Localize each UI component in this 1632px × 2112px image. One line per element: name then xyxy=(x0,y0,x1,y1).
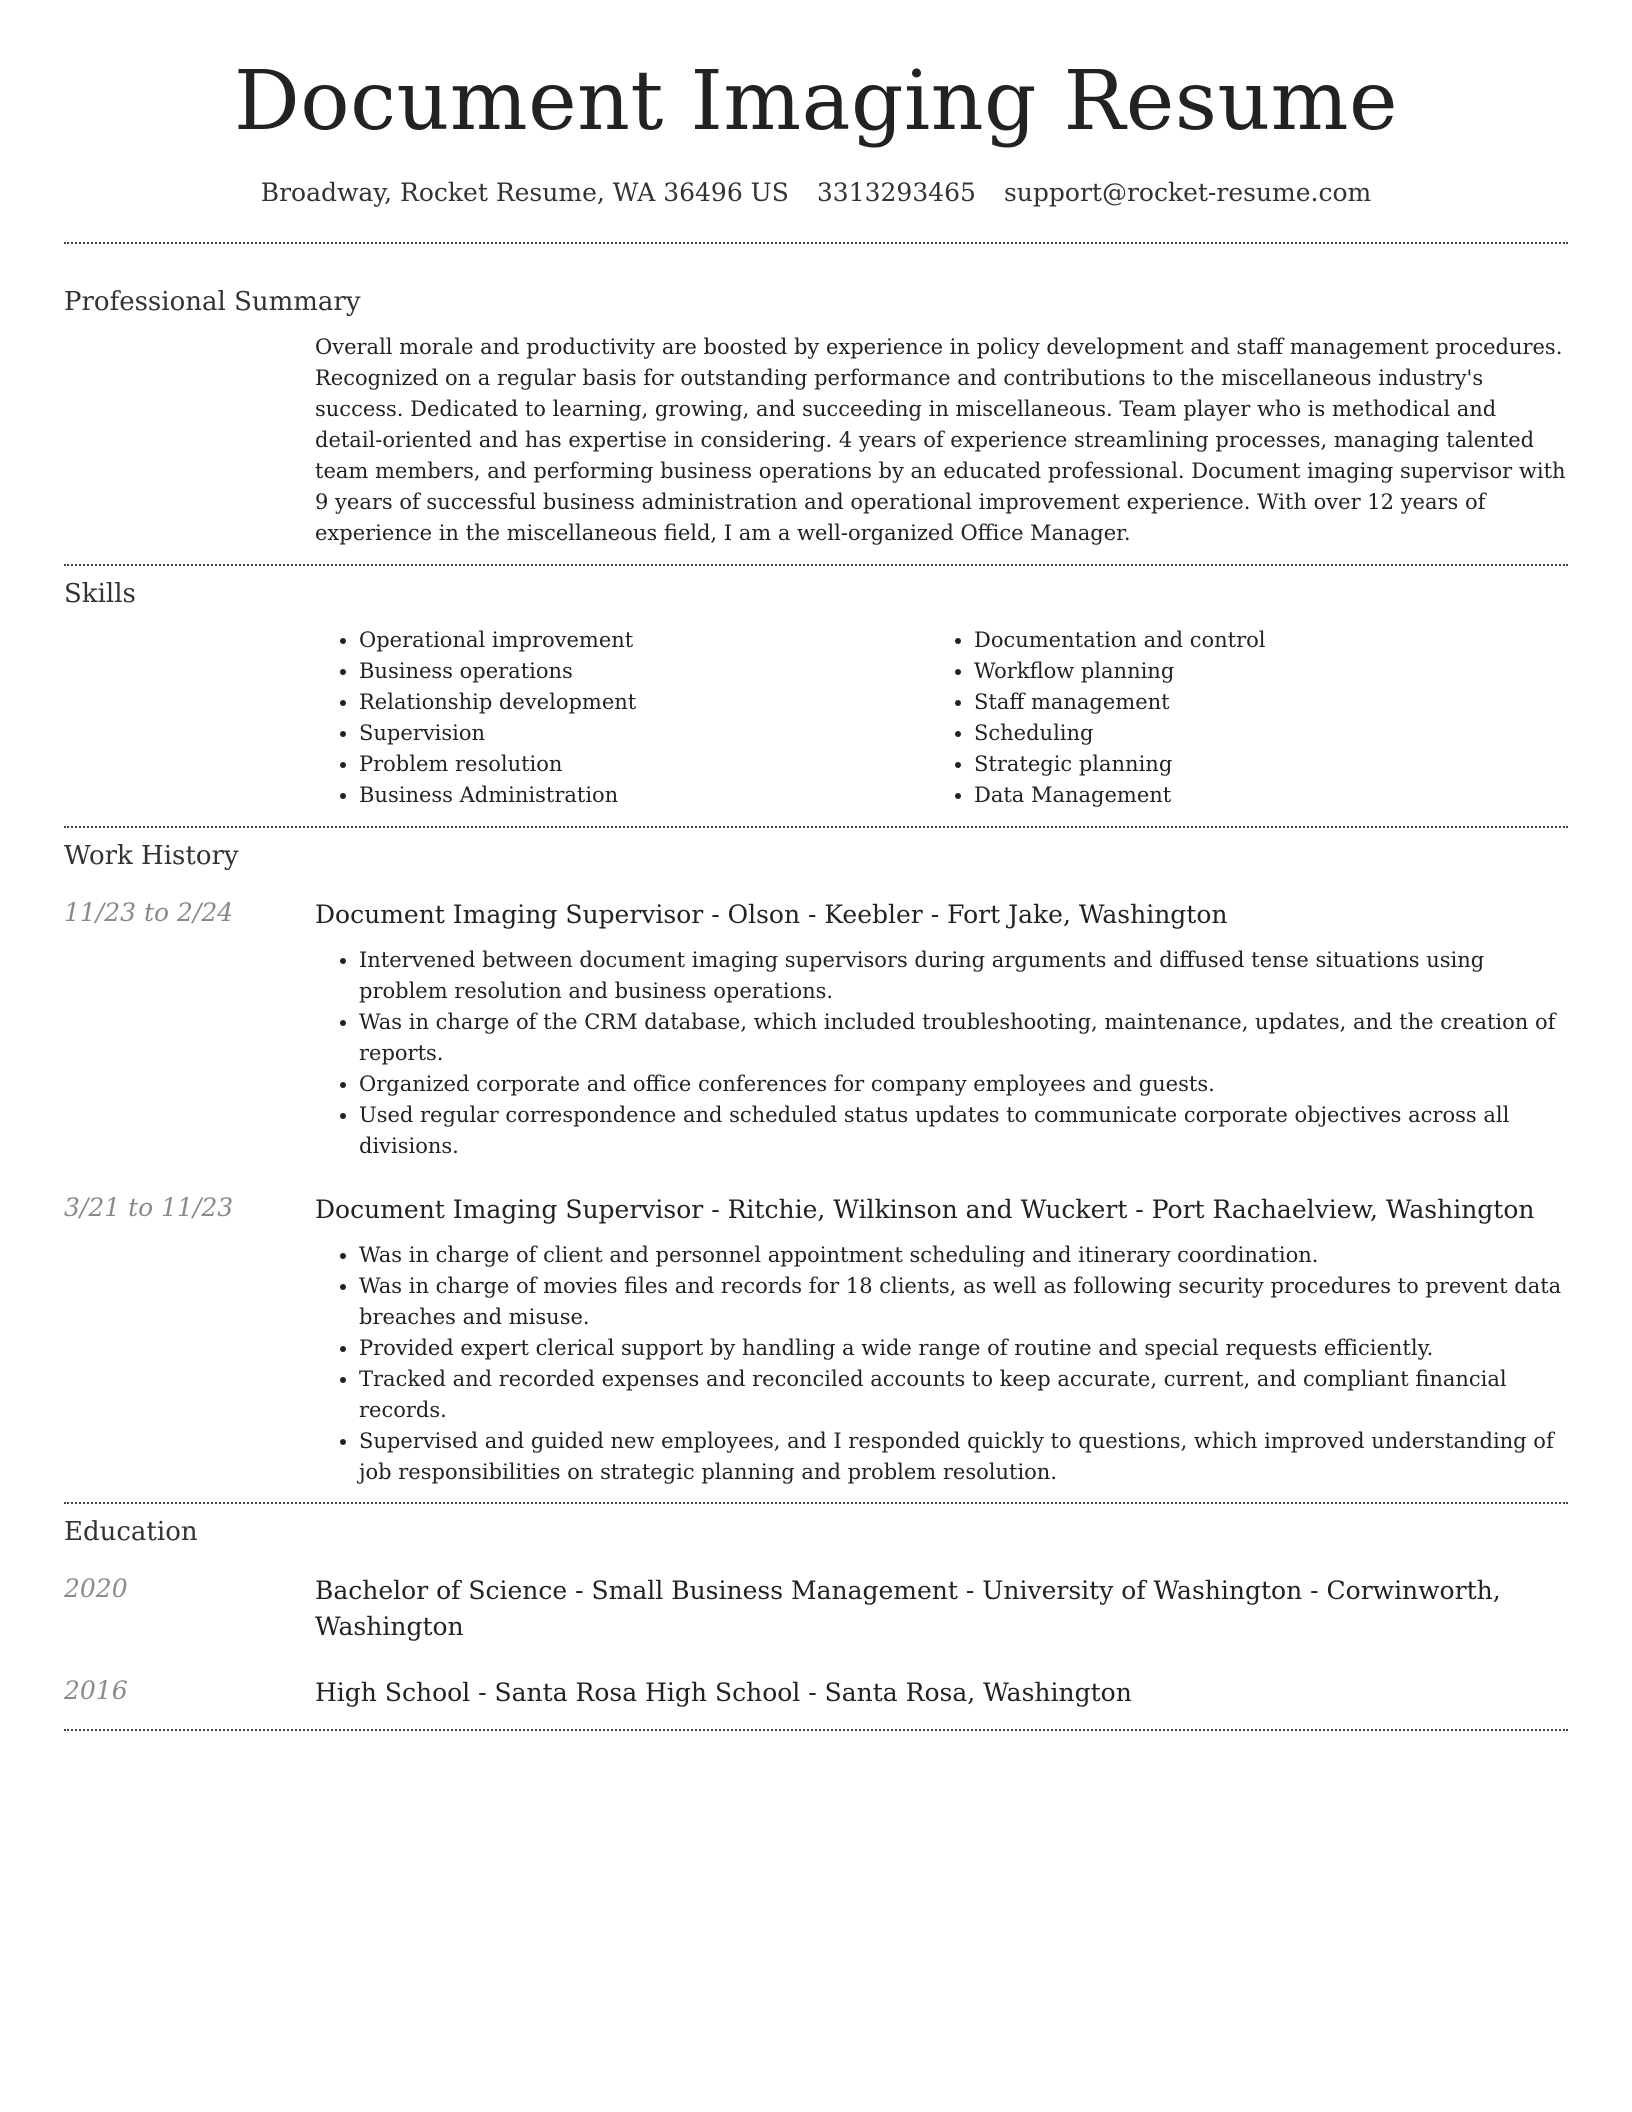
skills-section xyxy=(64,579,1568,811)
job-bullet: • Intervened between document imaging supervisors during arguments and diffused tense situations using problem resolution and business operations. xyxy=(359,945,1568,1007)
education-entry xyxy=(64,1675,1568,1711)
job-dates: 3/21 to 11/23 xyxy=(64,1193,234,1222)
job-bullet: • Was in charge of the CRM database, which included troubleshooting, maintenance, updates, and the creation of reports. xyxy=(359,1007,1568,1069)
contact-phone: 3313293465 xyxy=(816,178,976,207)
education-year: 2020 xyxy=(64,1574,128,1603)
education-degree: Bachelor of Science - Small Business Management xyxy=(315,1576,958,1605)
skill-item: • Staff management xyxy=(974,687,1545,718)
job-bullet: • Was in charge of client and personnel appointment scheduling and itinerary coordination. xyxy=(359,1240,1568,1271)
skills-list-right xyxy=(930,625,1545,811)
job-bullets xyxy=(315,945,1568,1162)
job-title xyxy=(315,1192,1568,1228)
skill-item: • Data Management xyxy=(974,780,1545,811)
job-entry xyxy=(64,1192,1568,1488)
resume-title: Document Imaging Resume xyxy=(233,54,1399,149)
skill-item: • Relationship development xyxy=(359,687,930,718)
work-section xyxy=(64,841,1568,1488)
job-bullets xyxy=(315,1240,1568,1488)
skill-item: • Operational improvement xyxy=(359,625,930,656)
summary-text: Overall morale and productivity are boosted by experience in policy development and staff management procedures. Recognized on a regular basis for outstanding performance and contributions to the miscellaneous industry's success. Dedicated to learning, growing, and succeeding in miscellaneous. Team player who is methodical and detail-oriented and has expertise in considering. 4 years of experience streamlining processes, managing talented team members, and performing business operations by an educated professional. Document imaging supervisor with 9 years of successful business administration and operational improvement experience. With over 12 years of experience in the miscellaneous field, I am a well-organized Office Manager. xyxy=(315,335,1566,545)
skill-item: • Business operations xyxy=(359,656,930,687)
contact-email: support@rocket-resume.com xyxy=(1003,178,1372,207)
job-details: - Ritchie, Wilkinson and Wuckert - Port Rachaelview, Washington xyxy=(703,1195,1535,1224)
job-role: Document Imaging Supervisor xyxy=(315,900,704,929)
job-entry xyxy=(64,897,1568,1162)
education-title xyxy=(315,1675,1568,1711)
education-year: 2016 xyxy=(64,1676,128,1705)
job-bullet: • Organized corporate and office conferences for company employees and guests. xyxy=(359,1069,1568,1100)
summary-section xyxy=(64,287,1568,549)
divider xyxy=(64,564,1568,566)
job-bullet: • Used regular correspondence and scheduled status updates to communicate corporate objectives across all divisions. xyxy=(359,1100,1568,1162)
job-role: Document Imaging Supervisor xyxy=(315,1195,704,1224)
work-heading: Work History xyxy=(64,841,239,871)
skill-item: • Problem resolution xyxy=(359,749,930,780)
summary-heading: Professional Summary xyxy=(64,287,361,317)
skill-item: • Scheduling xyxy=(974,718,1545,749)
education-heading: Education xyxy=(64,1517,198,1547)
job-bullet: • Tracked and recorded expenses and reconciled accounts to keep accurate, current, and compliant financial records. xyxy=(359,1364,1568,1426)
job-details: - Olson - Keebler - Fort Jake, Washington xyxy=(703,900,1228,929)
skill-item: • Business Administration xyxy=(359,780,930,811)
education-degree: High School xyxy=(315,1678,471,1707)
divider xyxy=(64,242,1568,244)
divider xyxy=(64,1729,1568,1731)
education-title xyxy=(315,1573,1568,1645)
education-details: - University of Washington - Corwinworth, Washington xyxy=(315,1576,1501,1641)
job-bullet: • Was in charge of movies files and records for 18 clients, as well as following security procedures to prevent data breaches and misuse. xyxy=(359,1271,1568,1333)
job-bullet: • Supervised and guided new employees, and I responded quickly to questions, which improved understanding of job responsibilities on strategic planning and problem resolution. xyxy=(359,1426,1568,1488)
contact-line xyxy=(64,178,1568,208)
education-entry xyxy=(64,1573,1568,1645)
job-dates: 11/23 to 2/24 xyxy=(64,898,234,927)
divider xyxy=(64,1502,1568,1504)
education-details: - Santa Rosa High School - Santa Rosa, Washington xyxy=(470,1678,1132,1707)
skill-item: • Supervision xyxy=(359,718,930,749)
skills-heading: Skills xyxy=(64,579,136,609)
contact-address: Broadway, Rocket Resume, WA 36496 US xyxy=(260,178,789,207)
skill-item: • Workflow planning xyxy=(974,656,1545,687)
skills-list-left xyxy=(315,625,930,811)
job-title xyxy=(315,897,1568,933)
skill-item: • Documentation and control xyxy=(974,625,1545,656)
divider xyxy=(64,826,1568,828)
resume-page xyxy=(64,0,1568,1731)
job-bullet: • Provided expert clerical support by handling a wide range of routine and special requests efficiently. xyxy=(359,1333,1568,1364)
skill-item: • Strategic planning xyxy=(974,749,1545,780)
education-section xyxy=(64,1517,1568,1711)
